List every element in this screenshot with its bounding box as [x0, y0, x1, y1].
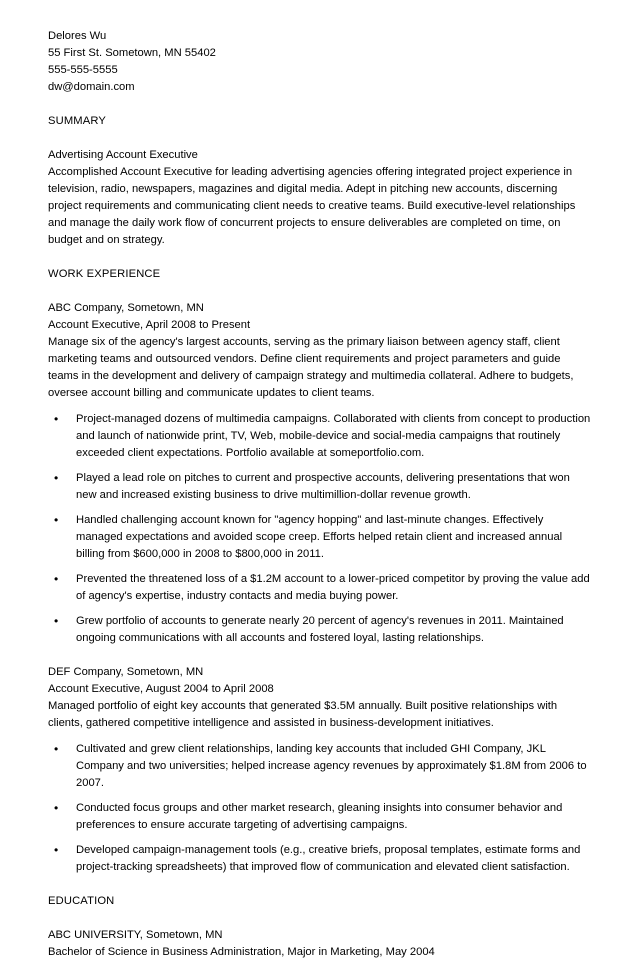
education-school: ABC UNIVERSITY, Sometown, MN [48, 929, 223, 941]
job-entry-abc-company [48, 300, 592, 647]
bullet-icon: • [54, 742, 59, 756]
spacer [48, 96, 592, 113]
bullet-icon: • [54, 471, 59, 485]
job-title-dates: Account Executive, August 2004 to April 2008 [48, 683, 274, 695]
spacer [48, 876, 592, 893]
candidate-address: 55 First St. Sometown, MN 55402 [48, 47, 216, 59]
bullet-icon: • [54, 614, 59, 628]
spacer [48, 130, 592, 147]
job-title-dates: Account Executive, April 2008 to Present [48, 319, 251, 331]
spacer [48, 249, 592, 266]
job-company: ABC Company, Sometown, MN [48, 302, 204, 314]
education-degree: Bachelor of Science in Business Administration, Major in Marketing, May 2004 [48, 946, 435, 958]
list-item-text: Cultivated and grew client relationships, landing key accounts that included GHI Company, JKL Company and two universities; helped increase agency revenues by approximately $1.8M from 2006 to 2007. [76, 743, 587, 789]
job-entry-def-company [48, 664, 592, 876]
job-company: DEF Company, Sometown, MN [48, 666, 204, 678]
job-bullet-list [48, 411, 592, 647]
list-item-text: Prevented the threatened loss of a $1.2M account to a lower-priced competitor by proving the value add of agency's expertise, industry contacts and media buying power. [76, 573, 590, 602]
list-item [48, 411, 592, 462]
list-item-text: Played a lead role on pitches to current and prospective accounts, delivering presentations that won new and increased existing business to drive multimillion-dollar revenue growth. [76, 472, 570, 501]
spacer [48, 402, 592, 411]
section-heading-work-experience: WORK EXPERIENCE [48, 268, 161, 280]
list-item-text: Conducted focus groups and other market research, gleaning insights into consumer behavior and preferences to ensure accurate targeting of advertising campaigns. [76, 802, 563, 831]
list-item-text: Handled challenging account known for "agency hopping" and last-minute changes. Effectively managed expectations and avoided scope creep. Efforts helped retain client and increased annual billing from $600,000 in 2008 to $800,000 in 2011. [76, 514, 563, 560]
list-item [48, 571, 592, 605]
education-entry [48, 927, 592, 961]
contact-header [48, 28, 592, 96]
candidate-phone: 555-555-5555 [48, 64, 118, 76]
candidate-email: dw@domain.com [48, 81, 135, 93]
job-description: Manage six of the agency's largest accounts, serving as the primary liaison between agency staff, client marketing teams and outsourced vendors. Define client requirements and project parameters and guide teams in the development and delivery of campaign strategy and multimedia collateral. Adhere to budgets, oversee account billing and communicate updates to client teams. [48, 336, 574, 399]
list-item [48, 842, 592, 876]
bullet-icon: • [54, 412, 59, 426]
list-item [48, 800, 592, 834]
summary-title: Advertising Account Executive [48, 149, 198, 161]
bullet-icon: • [54, 513, 59, 527]
spacer [48, 910, 592, 927]
job-bullet-list [48, 741, 592, 876]
list-item [48, 613, 592, 647]
bullet-icon: • [54, 843, 59, 857]
summary-body: Accomplished Account Executive for leading advertising agencies offering integrated project experience in television, radio, newspapers, magazines and digital media. Adept in pitching new accounts, discerning project requirements and communicating client needs to creative teams. Build executive-level relationships and manage the daily work flow of concurrent projects to ensure deliverables are completed on time, on budget and on strategy. [48, 166, 576, 246]
list-item [48, 470, 592, 504]
job-description: Managed portfolio of eight key accounts that generated $3.5M annually. Built positive relationships with clients, gathered competitive intelligence and assisted in business-development initiatives. [48, 700, 558, 729]
list-item [48, 741, 592, 792]
list-item-text: Developed campaign-management tools (e.g., creative briefs, proposal templates, estimate forms and project-tracking spreadsheets) that improved flow of communication and elevated client satisfaction. [76, 844, 581, 873]
candidate-name: Delores Wu [48, 30, 107, 42]
resume-document [48, 28, 592, 961]
spacer [48, 647, 592, 664]
bullet-icon: • [54, 572, 59, 586]
list-item-text: Grew portfolio of accounts to generate nearly 20 percent of agency's revenues in 2011. Maintained ongoing communications with all accounts and fostered loyal, lasting relationships. [76, 615, 564, 644]
spacer [48, 283, 592, 300]
spacer [48, 732, 592, 741]
section-heading-education: EDUCATION [48, 895, 115, 907]
bullet-icon: • [54, 801, 59, 815]
list-item-text: Project-managed dozens of multimedia campaigns. Collaborated with clients from concept to production and launch of nationwide print, TV, Web, mobile-device and social-media campaigns that routinely exceeded client expectations. Portfolio available at someportfolio.com. [76, 413, 591, 459]
list-item [48, 512, 592, 563]
section-heading-summary: SUMMARY [48, 115, 107, 127]
